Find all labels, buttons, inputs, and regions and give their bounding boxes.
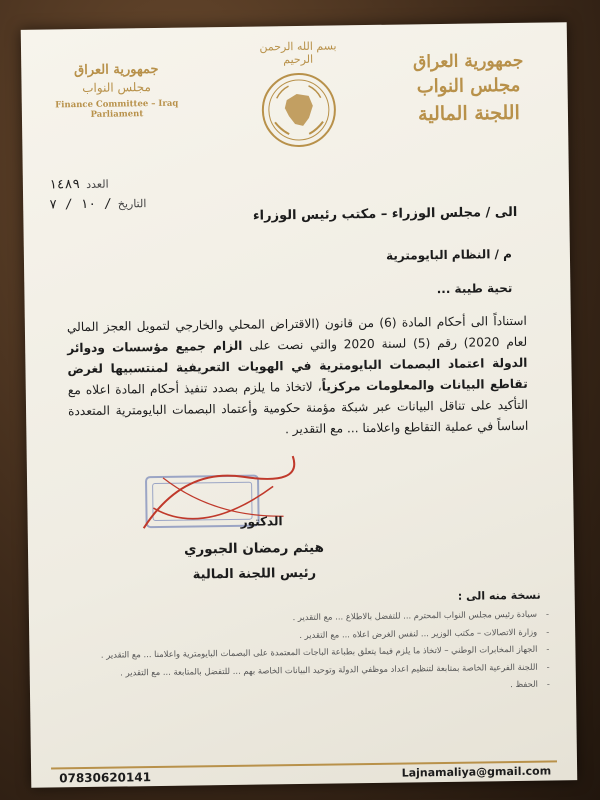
reference-date: ١٠ / ٧ / — [49, 196, 112, 213]
letter-body-part-2: الزام جميع مؤسسات ودوائر الدولة اعتماد البصمات البايومترية في الهويات التعريفية لمنتسبيها لغرض تقاطع البيانات والمعلومات مركزياً — [67, 338, 528, 394]
signature-role: رئيس اللجنة المالية — [192, 565, 317, 583]
reference-number: ١٤٨٩ — [48, 177, 81, 193]
header-center-block — [243, 39, 355, 151]
letter-page — [21, 22, 578, 788]
letter-body-part-1: استناداً الى أحكام المادة (6) من قانون (الاقتراض المحلي والخارجي لتمويل العجز المالي لعام 2020) رقم (5) لسنة 2020 والتي نصت على — [66, 313, 528, 353]
reference-block — [49, 176, 147, 217]
header-parliament: مجلس النواب — [416, 74, 521, 98]
header-left-country: جمهورية العراق — [74, 61, 159, 79]
letter-subject: م / النظام البايومترية — [385, 247, 513, 263]
copy-item: - الجهاز المخابرات الوطني – لاتخاذ ما يلزم فيما يتعلق بطباعة الباجات المعتمدة على البصمات البايومترية واعلامنا ... مع التقدير . — [99, 644, 549, 662]
footer-email: Lajnamaliya@gmail.com — [401, 764, 552, 780]
header-left-parliament: مجلس النواب — [82, 80, 151, 95]
header-left-english-committee: Finance Committee – Iraq — [55, 98, 179, 111]
header-left-english-parliament: Parliament — [90, 109, 144, 120]
header-left-block — [41, 61, 192, 120]
copy-item: - وزارة الاتصالات – مكتب الوزير ... لنفس الغرض اعلاه ... مع التقدير . — [99, 626, 549, 644]
copy-item: - اللجنة الفرعية الخاصة بمتابعة لتنظيم اعداد موظفي الدولة وتوحيد البيانات الخاصة بهم ... للتفضل بالمتابعة ... مع التقدير . — [100, 661, 550, 679]
reference-date-label: التاريخ — [117, 198, 147, 211]
header-country: جمهورية العراق — [412, 50, 524, 73]
letter-body — [67, 311, 529, 443]
reference-number-label: العدد — [86, 178, 109, 191]
parliament-emblem-icon — [258, 69, 339, 150]
copies-list — [99, 609, 550, 703]
letter-recipient: الى / مجلس الوزراء – مكتب رئيس الوزراء — [252, 204, 518, 224]
signature-name: هيثم رمضان الجبوري — [183, 539, 325, 558]
letter-greeting: تحية طيبة ... — [436, 281, 513, 297]
copy-item: - الحفظ . — [100, 679, 550, 697]
copies-heading: نسخة منه الى : — [457, 588, 541, 603]
signature-title: الدكتور — [240, 514, 283, 529]
signature-scribble-icon — [123, 446, 304, 549]
letter-body-part-3: ، لاتخاذ ما يلزم بصدد تنفيذ أحكام المادة اعلاه مع التأكيد على تناقل البيانات عبر شبكة مؤمنة حكومية وأعتماد البصمات البايومترية المتعددة اساساً في عملية التقاطع واعلامنا ... مع التقدير . — [67, 379, 529, 437]
header-committee: اللجنة المالية — [417, 101, 520, 126]
footer-phone: 07830620141 — [59, 770, 152, 786]
header-right-block — [393, 51, 544, 126]
header-basmala: بسم الله الرحمن الرحيم — [259, 39, 337, 67]
copy-item: - سيادة رئيس مجلس النواب المحترم ... للتفضل بالاطلاع ... مع التقدير . — [99, 609, 549, 627]
